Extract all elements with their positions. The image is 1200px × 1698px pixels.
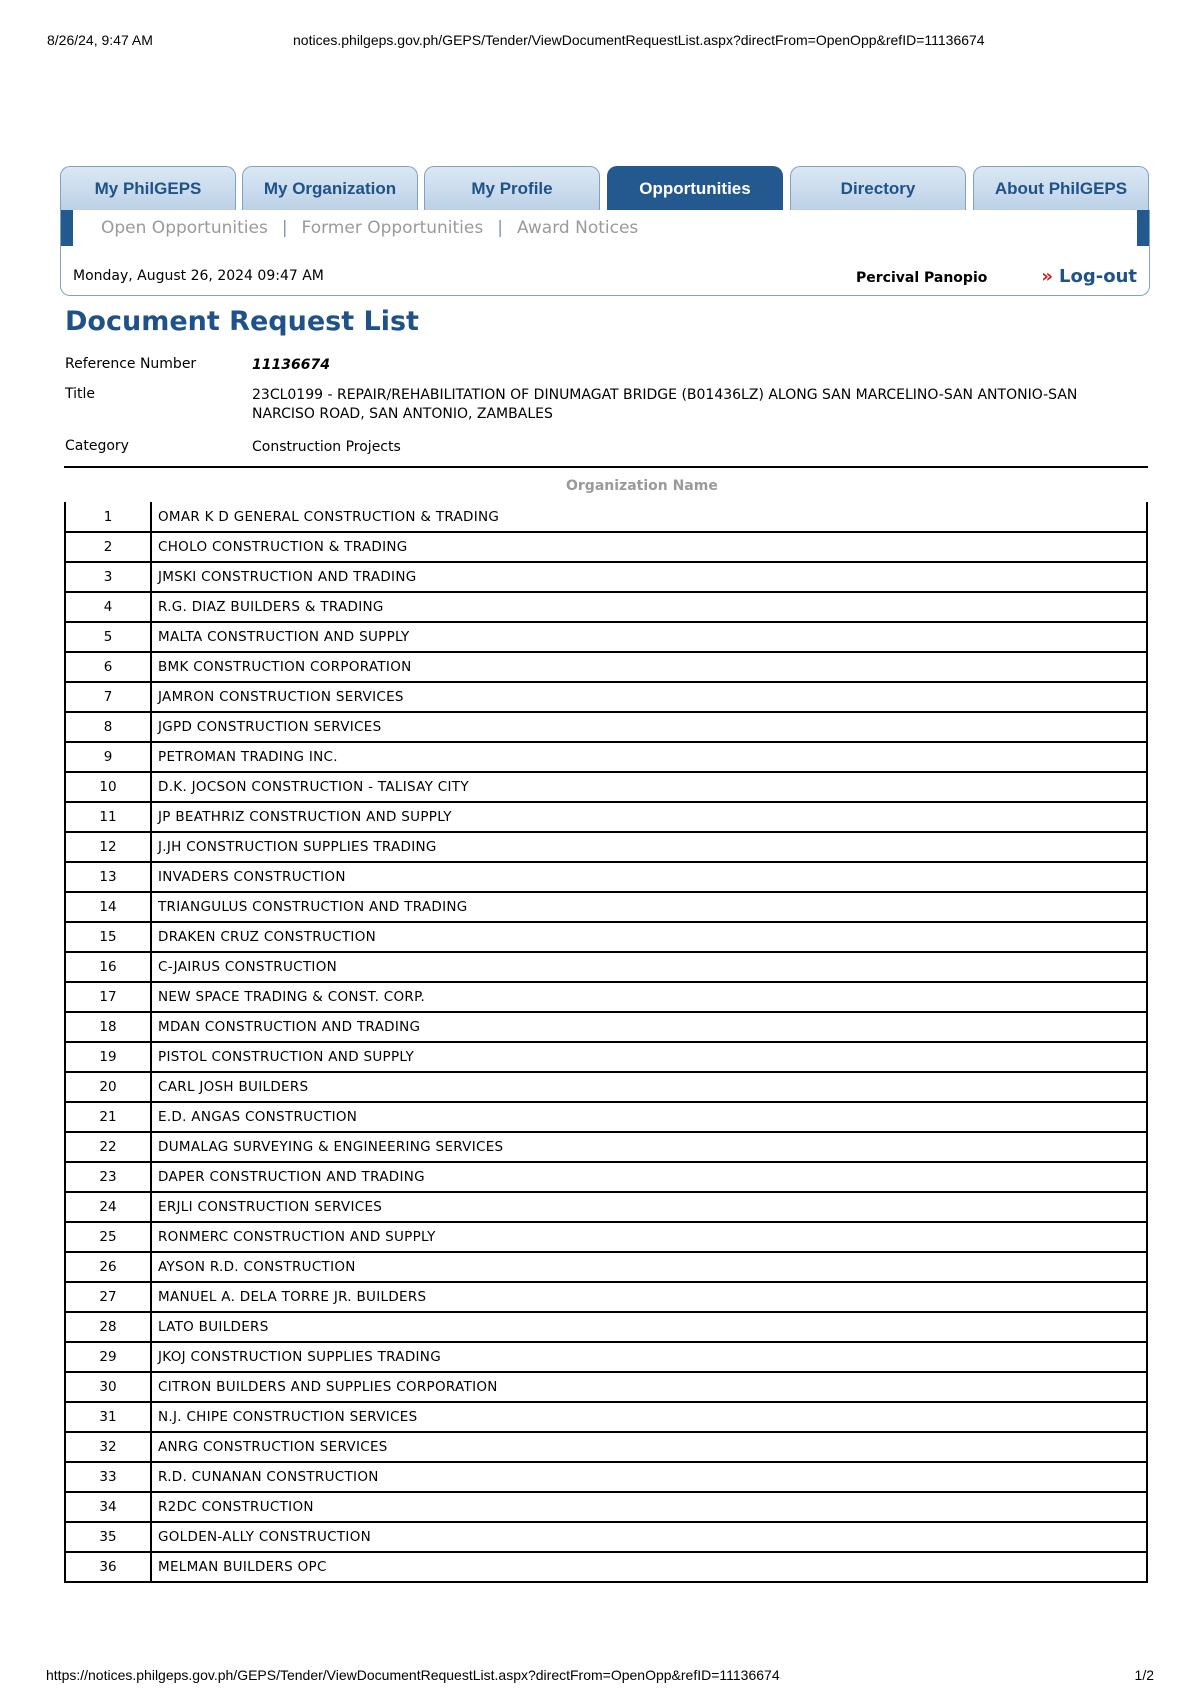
subnav-separator: | — [497, 218, 503, 238]
row-number: 36 — [65, 1552, 151, 1582]
table-row — [65, 1282, 1147, 1312]
print-date: 8/26/24, 9:47 AM — [47, 32, 153, 48]
page-number: 1/2 — [1134, 1667, 1154, 1683]
tab-my-profile[interactable]: My Profile — [424, 166, 600, 210]
organization-name: JP BEATHRIZ CONSTRUCTION AND SUPPLY — [151, 802, 1147, 832]
table-row — [65, 1372, 1147, 1402]
row-number: 17 — [65, 982, 151, 1012]
organization-name: NEW SPACE TRADING & CONST. CORP. — [151, 982, 1147, 1012]
table-row — [65, 1432, 1147, 1462]
table-row — [65, 1102, 1147, 1132]
reference-number-label: Reference Number — [65, 356, 197, 372]
organization-name-header: Organization Name — [566, 478, 718, 494]
organization-name: JMSKI CONSTRUCTION AND TRADING — [151, 562, 1147, 592]
row-number: 26 — [65, 1252, 151, 1282]
table-row — [65, 742, 1147, 772]
tab-directory[interactable]: Directory — [790, 166, 966, 210]
tab-opportunities[interactable]: Opportunities — [607, 166, 783, 210]
row-number: 22 — [65, 1132, 151, 1162]
organization-name: DAPER CONSTRUCTION AND TRADING — [151, 1162, 1147, 1192]
main-tabs — [60, 166, 1150, 210]
row-number: 21 — [65, 1102, 151, 1132]
row-number: 33 — [65, 1462, 151, 1492]
organization-name: MANUEL A. DELA TORRE JR. BUILDERS — [151, 1282, 1147, 1312]
organization-name: ERJLI CONSTRUCTION SERVICES — [151, 1192, 1147, 1222]
document-request-table — [64, 502, 1148, 1583]
row-number: 25 — [65, 1222, 151, 1252]
row-number: 14 — [65, 892, 151, 922]
organization-name: TRIANGULUS CONSTRUCTION AND TRADING — [151, 892, 1147, 922]
row-number: 15 — [65, 922, 151, 952]
table-row — [65, 592, 1147, 622]
row-number: 32 — [65, 1432, 151, 1462]
row-number: 31 — [65, 1402, 151, 1432]
organization-name: R2DC CONSTRUCTION — [151, 1492, 1147, 1522]
organization-name: RONMERC CONSTRUCTION AND SUPPLY — [151, 1222, 1147, 1252]
category-label: Category — [65, 438, 129, 454]
table-row — [65, 1222, 1147, 1252]
table-row — [65, 562, 1147, 592]
table-row — [65, 862, 1147, 892]
table-row — [65, 1162, 1147, 1192]
organization-name: GOLDEN-ALLY CONSTRUCTION — [151, 1522, 1147, 1552]
title-value: 23CL0199 - REPAIR/REHABILITATION OF DINUMAGAT BRIDGE (B01436LZ) ALONG SAN MARCELINO-SAN ANTONIO-SAN NARCISO ROAD, SAN ANTONIO, ZAMBALES — [252, 387, 1078, 422]
row-number: 5 — [65, 622, 151, 652]
row-number: 27 — [65, 1282, 151, 1312]
organization-name: MDAN CONSTRUCTION AND TRADING — [151, 1012, 1147, 1042]
title-label: Title — [65, 386, 96, 402]
table-row — [65, 532, 1147, 562]
table-row — [65, 622, 1147, 652]
table-row — [65, 682, 1147, 712]
subnav-bar — [61, 210, 1149, 246]
table-row — [65, 502, 1147, 532]
table-row — [65, 772, 1147, 802]
row-number: 19 — [65, 1042, 151, 1072]
subnav-open-opportunities[interactable]: Open Opportunities — [101, 218, 268, 238]
row-number: 11 — [65, 802, 151, 832]
table-row — [65, 982, 1147, 1012]
row-number: 23 — [65, 1162, 151, 1192]
organization-name: CHOLO CONSTRUCTION & TRADING — [151, 532, 1147, 562]
organization-name: JGPD CONSTRUCTION SERVICES — [151, 712, 1147, 742]
table-row — [65, 802, 1147, 832]
tab-my-philgeps[interactable]: My PhilGEPS — [60, 166, 236, 210]
organization-name: AYSON R.D. CONSTRUCTION — [151, 1252, 1147, 1282]
reference-number-value: 11136674 — [252, 357, 330, 373]
table-row — [65, 1342, 1147, 1372]
table-row — [65, 1522, 1147, 1552]
organization-name: ANRG CONSTRUCTION SERVICES — [151, 1432, 1147, 1462]
table-row — [65, 712, 1147, 742]
organization-name: BMK CONSTRUCTION CORPORATION — [151, 652, 1147, 682]
row-number: 3 — [65, 562, 151, 592]
organization-name: INVADERS CONSTRUCTION — [151, 862, 1147, 892]
category-value: Construction Projects — [252, 439, 401, 455]
row-number: 9 — [65, 742, 151, 772]
organization-name: C-JAIRUS CONSTRUCTION — [151, 952, 1147, 982]
double-arrow-icon: » — [1041, 266, 1054, 287]
table-row — [65, 922, 1147, 952]
table-row — [65, 892, 1147, 922]
subnav-award-notices[interactable]: Award Notices — [516, 218, 639, 238]
nav-panel — [60, 210, 1150, 296]
organization-name: N.J. CHIPE CONSTRUCTION SERVICES — [151, 1402, 1147, 1432]
table-row — [65, 1552, 1147, 1582]
page-title: Document Request List — [65, 306, 419, 337]
print-header-url: notices.philgeps.gov.ph/GEPS/Tender/ViewDocumentRequestList.aspx?directFrom=OpenOpp&refID=11136674 — [293, 32, 985, 48]
row-number: 12 — [65, 832, 151, 862]
table-row — [65, 1312, 1147, 1342]
print-footer-url: https://notices.philgeps.gov.ph/GEPS/Tender/ViewDocumentRequestList.aspx?directFrom=OpenOpp&refID=11136674 — [46, 1667, 780, 1683]
organization-name: LATO BUILDERS — [151, 1312, 1147, 1342]
logout-label: Log-out — [1059, 266, 1137, 287]
organization-name: CARL JOSH BUILDERS — [151, 1072, 1147, 1102]
subnav-links — [101, 218, 638, 238]
table-row — [65, 1492, 1147, 1522]
row-number: 10 — [65, 772, 151, 802]
organization-name: R.G. DIAZ BUILDERS & TRADING — [151, 592, 1147, 622]
current-datetime: Monday, August 26, 2024 09:47 AM — [73, 268, 324, 284]
row-number: 18 — [65, 1012, 151, 1042]
organization-name: MELMAN BUILDERS OPC — [151, 1552, 1147, 1582]
table-row — [65, 1462, 1147, 1492]
row-number: 8 — [65, 712, 151, 742]
organization-name: J.JH CONSTRUCTION SUPPLIES TRADING — [151, 832, 1147, 862]
row-number: 28 — [65, 1312, 151, 1342]
tab-about-philgeps[interactable]: About PhilGEPS — [973, 166, 1149, 210]
row-number: 35 — [65, 1522, 151, 1552]
organization-name: OMAR K D GENERAL CONSTRUCTION & TRADING — [151, 502, 1147, 532]
row-number: 6 — [65, 652, 151, 682]
subnav-separator: | — [281, 218, 288, 238]
table-row — [65, 1402, 1147, 1432]
organization-name: JAMRON CONSTRUCTION SERVICES — [151, 682, 1147, 712]
row-number: 13 — [65, 862, 151, 892]
organization-name: CITRON BUILDERS AND SUPPLIES CORPORATION — [151, 1372, 1147, 1402]
row-number: 7 — [65, 682, 151, 712]
table-row — [65, 1012, 1147, 1042]
table-row — [65, 1132, 1147, 1162]
row-number: 20 — [65, 1072, 151, 1102]
table-row — [65, 1252, 1147, 1282]
table-row — [65, 1072, 1147, 1102]
row-number: 2 — [65, 532, 151, 562]
row-number: 16 — [65, 952, 151, 982]
organization-name: DUMALAG SURVEYING & ENGINEERING SERVICES — [151, 1132, 1147, 1162]
table-row — [65, 832, 1147, 862]
row-number: 29 — [65, 1342, 151, 1372]
organization-name: PISTOL CONSTRUCTION AND SUPPLY — [151, 1042, 1147, 1072]
table-row — [65, 952, 1147, 982]
row-number: 4 — [65, 592, 151, 622]
table-row — [65, 652, 1147, 682]
row-number: 34 — [65, 1492, 151, 1522]
row-number: 24 — [65, 1192, 151, 1222]
organization-name: DRAKEN CRUZ CONSTRUCTION — [151, 922, 1147, 952]
user-name: Percival Panopio — [856, 270, 988, 286]
organization-name: PETROMAN TRADING INC. — [151, 742, 1147, 772]
organization-name: JKOJ CONSTRUCTION SUPPLIES TRADING — [151, 1342, 1147, 1372]
logout-link[interactable] — [1041, 266, 1137, 287]
tab-my-organization[interactable]: My Organization — [242, 166, 418, 210]
organization-name: MALTA CONSTRUCTION AND SUPPLY — [151, 622, 1147, 652]
divider — [64, 466, 1148, 468]
table-row — [65, 1192, 1147, 1222]
organization-name: E.D. ANGAS CONSTRUCTION — [151, 1102, 1147, 1132]
row-number: 1 — [65, 502, 151, 532]
row-number: 30 — [65, 1372, 151, 1402]
organization-name: R.D. CUNANAN CONSTRUCTION — [151, 1462, 1147, 1492]
subnav-former-opportunities[interactable]: Former Opportunities — [301, 218, 484, 238]
table-row — [65, 1042, 1147, 1072]
organization-name: D.K. JOCSON CONSTRUCTION - TALISAY CITY — [151, 772, 1147, 802]
